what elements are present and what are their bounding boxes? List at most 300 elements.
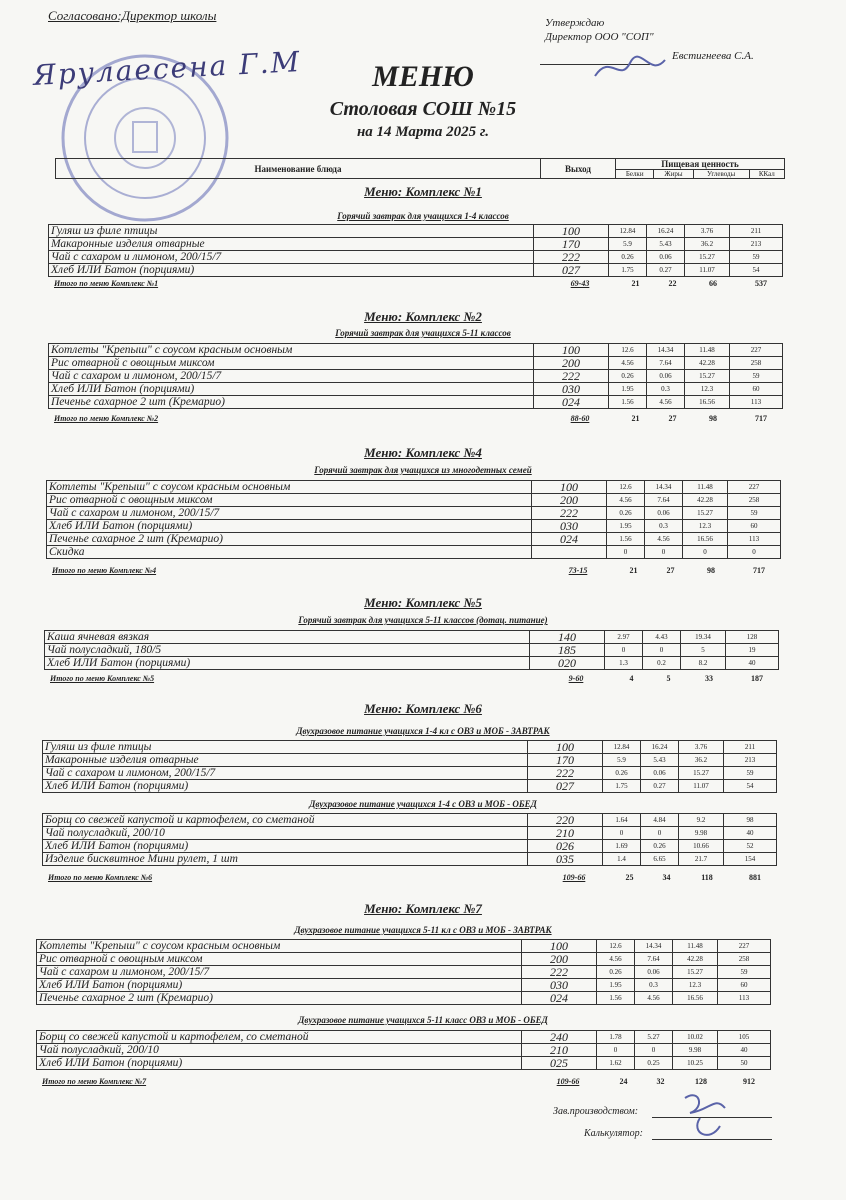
table-row <box>43 780 777 793</box>
dish-proteins: 5.9 <box>603 754 641 767</box>
total-row <box>52 278 787 289</box>
dish-yield: 220 <box>528 814 603 827</box>
dish-name: Макаронные изделия отварные <box>49 238 534 251</box>
total-table <box>40 1076 775 1087</box>
dish-fats: 0.27 <box>647 264 685 277</box>
dish-yield: 222 <box>534 251 609 264</box>
dish-kcal: 211 <box>730 225 783 238</box>
table-row <box>45 644 779 657</box>
dish-yield: 026 <box>528 840 603 853</box>
dish-proteins: 1.56 <box>607 533 645 546</box>
total-kcal: 187 <box>751 674 763 683</box>
dish-fats: 0.06 <box>635 966 673 979</box>
table-row <box>43 840 777 853</box>
dish-fats: 0.2 <box>643 657 681 670</box>
dish-kcal: 258 <box>728 494 781 507</box>
total-row <box>46 872 781 883</box>
dish-proteins: 1.56 <box>609 396 647 409</box>
dish-fats: 5.27 <box>635 1031 673 1044</box>
dish-yield: 030 <box>532 520 607 533</box>
dish-yield: 030 <box>534 383 609 396</box>
dish-name: Котлеты "Крепыш" с соусом красным основным <box>49 344 534 357</box>
dish-fats: 0.26 <box>641 840 679 853</box>
dish-name: Чай с сахаром и лимоном, 200/15/7 <box>49 370 534 383</box>
dish-carbs: 11.48 <box>683 481 728 494</box>
total-kcal: 537 <box>755 279 767 288</box>
dish-name: Чай с сахаром и лимоном, 200/15/7 <box>43 767 528 780</box>
dish-name: Скидка <box>47 546 532 559</box>
group-subtitle: Горячий завтрак для учащихся из многодетных семей <box>314 465 532 475</box>
dish-kcal: 227 <box>728 481 781 494</box>
dish-yield: 100 <box>534 344 609 357</box>
complex-title: Меню: Комплекс №2 <box>364 309 482 324</box>
dish-yield <box>532 546 607 559</box>
total-table <box>48 673 783 684</box>
dish-table <box>36 1030 771 1070</box>
total-yield: 109-66 <box>562 873 586 882</box>
dish-kcal: 258 <box>730 357 783 370</box>
dish-kcal: 227 <box>730 344 783 357</box>
dish-name: Хлеб ИЛИ Батон (порциями) <box>43 840 528 853</box>
dish-carbs: 15.27 <box>685 251 730 264</box>
col-kcal: ККал <box>749 170 784 179</box>
dish-fats: 7.64 <box>635 953 673 966</box>
dish-yield: 240 <box>522 1031 597 1044</box>
table-row <box>49 238 783 251</box>
group-subtitle: Горячий завтрак для учащихся 1-4 классов <box>337 211 509 221</box>
dish-proteins: 4.56 <box>607 494 645 507</box>
dish-kcal: 113 <box>728 533 781 546</box>
dish-kcal: 54 <box>724 780 777 793</box>
total-fats: 34 <box>662 873 671 882</box>
dish-proteins: 1.75 <box>609 264 647 277</box>
table-row <box>37 966 771 979</box>
menu-date: на 14 Марта 2025 г. <box>356 124 489 140</box>
production-head-signature <box>680 1088 740 1144</box>
dish-carbs: 0 <box>683 546 728 559</box>
dish-carbs: 3.76 <box>679 741 724 754</box>
table-row <box>49 225 783 238</box>
table-row <box>47 494 781 507</box>
dish-fats: 0.3 <box>647 383 685 396</box>
dish-proteins: 1.69 <box>603 840 641 853</box>
dish-carbs: 12.3 <box>683 520 728 533</box>
col-proteins: Белки <box>616 170 654 179</box>
table-row <box>49 396 783 409</box>
dish-name: Хлеб ИЛИ Батон (порциями) <box>45 657 530 670</box>
dish-yield: 200 <box>534 357 609 370</box>
complex-title: Меню: Комплекс №5 <box>364 595 482 610</box>
total-fats: 5 <box>666 674 671 683</box>
dish-name: Рис отварной с овощным миксом <box>37 953 522 966</box>
dish-name: Котлеты "Крепыш" с соусом красным основным <box>37 940 522 953</box>
dish-name: Чай с сахаром и лимоном, 200/15/7 <box>49 251 534 264</box>
total-table <box>50 565 785 576</box>
dish-proteins: 0 <box>597 1044 635 1057</box>
dish-name: Котлеты "Крепыш" с соусом красным основным <box>47 481 532 494</box>
dish-fats: 6.65 <box>641 853 679 866</box>
dish-kcal: 59 <box>718 966 771 979</box>
dish-carbs: 42.28 <box>685 357 730 370</box>
dish-kcal: 211 <box>724 741 777 754</box>
dish-fats: 7.64 <box>647 357 685 370</box>
total-carbs: 98 <box>709 414 717 423</box>
total-label: Итого по меню Комплекс №5 <box>50 674 155 683</box>
dish-carbs: 10.02 <box>673 1031 718 1044</box>
dish-fats: 0 <box>635 1044 673 1057</box>
table-row <box>45 657 779 670</box>
col-carbs: Углеводы <box>693 170 749 179</box>
dish-table <box>48 224 783 277</box>
total-carbs: 33 <box>705 674 713 683</box>
dish-yield: 222 <box>534 370 609 383</box>
production-head-label: Зав.производством: <box>553 1106 639 1117</box>
dish-table <box>44 630 779 670</box>
dish-yield: 170 <box>534 238 609 251</box>
dish-fats: 0.06 <box>647 251 685 264</box>
dish-yield: 024 <box>532 533 607 546</box>
dish-yield: 200 <box>522 953 597 966</box>
group-subtitle: Горячий завтрак для учащихся 5-11 классов (дотац. питание) <box>298 615 548 625</box>
dish-kcal: 213 <box>730 238 783 251</box>
dish-proteins: 0.26 <box>609 251 647 264</box>
group-subtitle: Горячий завтрак для учащихся 5-11 классов <box>335 328 511 338</box>
complex-title: Меню: Комплекс №4 <box>364 445 482 460</box>
dish-kcal: 113 <box>718 992 771 1005</box>
total-yield: 69-43 <box>570 279 590 288</box>
total-carbs: 98 <box>707 566 715 575</box>
column-header <box>55 158 785 179</box>
total-label: Итого по меню Комплекс №1 <box>54 279 159 288</box>
dish-carbs: 9.98 <box>673 1044 718 1057</box>
table-row <box>49 344 783 357</box>
dish-kcal: 40 <box>718 1044 771 1057</box>
table-row <box>43 741 777 754</box>
dish-carbs: 21.7 <box>679 853 724 866</box>
dish-carbs: 12.3 <box>673 979 718 992</box>
dish-name: Чай полусладкий, 180/5 <box>45 644 530 657</box>
total-label: Итого по меню Комплекс №2 <box>54 414 159 423</box>
dish-kcal: 113 <box>730 396 783 409</box>
dish-carbs: 36.2 <box>679 754 724 767</box>
dish-kcal: 213 <box>724 754 777 767</box>
total-label: Итого по меню Комплекс №7 <box>42 1077 147 1086</box>
table-row <box>37 1044 771 1057</box>
table-row <box>37 1057 771 1070</box>
total-row <box>48 673 783 684</box>
dish-fats: 4.56 <box>645 533 683 546</box>
calculator-label: Калькулятор: <box>584 1128 643 1139</box>
total-yield: 73-15 <box>568 566 588 575</box>
dish-kcal: 0 <box>728 546 781 559</box>
dish-yield: 025 <box>522 1057 597 1070</box>
table-row <box>43 827 777 840</box>
total-kcal: 912 <box>743 1077 755 1086</box>
col-name: Наименование блюда <box>56 159 541 179</box>
table-row <box>43 754 777 767</box>
dish-yield: 210 <box>522 1044 597 1057</box>
total-proteins: 4 <box>629 674 634 683</box>
dish-name: Гуляш из филе птицы <box>49 225 534 238</box>
col-nutrition: Пищевая ценность <box>616 159 785 170</box>
dish-kcal: 40 <box>724 827 777 840</box>
dish-fats: 7.64 <box>645 494 683 507</box>
dish-proteins: 12.84 <box>609 225 647 238</box>
dish-carbs: 8.2 <box>681 657 726 670</box>
dish-fats: 16.24 <box>641 741 679 754</box>
dish-proteins: 0.26 <box>609 370 647 383</box>
dish-proteins: 5.9 <box>609 238 647 251</box>
dish-fats: 0.25 <box>635 1057 673 1070</box>
left-signature: Ярулаесена Г.М <box>32 45 302 92</box>
dish-kcal: 60 <box>728 520 781 533</box>
approve-label: Утверждаю <box>545 17 605 29</box>
total-kcal: 881 <box>749 873 761 882</box>
total-kcal: 717 <box>753 566 765 575</box>
total-carbs: 118 <box>701 873 713 882</box>
dish-yield: 100 <box>534 225 609 238</box>
total-label: Итого по меню Комплекс №6 <box>48 873 153 882</box>
dish-fats: 5.43 <box>647 238 685 251</box>
dish-carbs: 10.25 <box>673 1057 718 1070</box>
dish-name: Каша ячневая вязкая <box>45 631 530 644</box>
group-subtitle: Двухразовое питание учащихся 1-4 с ОВЗ и МОБ - ОБЕД <box>309 799 537 809</box>
dish-carbs: 15.27 <box>673 966 718 979</box>
dish-fats: 0.06 <box>641 767 679 780</box>
dish-carbs: 11.48 <box>685 344 730 357</box>
canteen-title: Столовая СОШ №15 <box>329 98 517 120</box>
total-table <box>52 278 787 289</box>
dish-yield: 185 <box>530 644 605 657</box>
table-row <box>37 1031 771 1044</box>
dish-table <box>48 343 783 409</box>
dish-fats: 14.34 <box>635 940 673 953</box>
group-subtitle: Двухразовое питание учащихся 1-4 кл с ОВЗ и МОБ - ЗАВТРАК <box>296 726 550 736</box>
dish-carbs: 11.07 <box>679 780 724 793</box>
dish-kcal: 40 <box>726 657 779 670</box>
dish-carbs: 36.2 <box>685 238 730 251</box>
dish-fats: 14.34 <box>647 344 685 357</box>
dish-yield: 140 <box>530 631 605 644</box>
dish-table <box>36 939 771 1005</box>
dish-yield: 024 <box>534 396 609 409</box>
dish-yield: 100 <box>522 940 597 953</box>
dish-proteins: 1.4 <box>603 853 641 866</box>
group-subtitle: Двухразовое питание учащихся 5-11 класс ОВЗ и МОБ - ОБЕД <box>298 1015 548 1025</box>
dish-fats: 0.27 <box>641 780 679 793</box>
dish-proteins: 1.78 <box>597 1031 635 1044</box>
dish-table <box>46 480 781 559</box>
dish-yield: 222 <box>532 507 607 520</box>
table-row <box>43 814 777 827</box>
total-fats: 22 <box>668 279 677 288</box>
dish-table <box>42 740 777 793</box>
dish-kcal: 59 <box>730 370 783 383</box>
dish-proteins: 1.62 <box>597 1057 635 1070</box>
dish-name: Борщ со свежей капустой и картофелем, со сметаной <box>43 814 528 827</box>
table-row <box>47 546 781 559</box>
dish-proteins: 1.56 <box>597 992 635 1005</box>
total-proteins: 25 <box>625 873 634 882</box>
approver-name: Евстигнеева С.А. <box>672 50 754 62</box>
total-proteins: 24 <box>619 1077 628 1086</box>
dish-yield: 027 <box>528 780 603 793</box>
dish-kcal: 52 <box>724 840 777 853</box>
agreed-label: Согласовано:Директор школы <box>48 8 217 23</box>
table-row <box>49 357 783 370</box>
dish-proteins: 12.6 <box>597 940 635 953</box>
dish-name: Чай полусладкий, 200/10 <box>43 827 528 840</box>
dish-proteins: 1.95 <box>597 979 635 992</box>
dish-yield: 200 <box>532 494 607 507</box>
dish-proteins: 0 <box>603 827 641 840</box>
dish-carbs: 15.27 <box>679 767 724 780</box>
dish-name: Хлеб ИЛИ Батон (порциями) <box>47 520 532 533</box>
dish-yield: 222 <box>528 767 603 780</box>
total-table <box>52 413 787 424</box>
dish-kcal: 59 <box>724 767 777 780</box>
dish-carbs: 12.3 <box>685 383 730 396</box>
dish-yield: 020 <box>530 657 605 670</box>
dish-name: Борщ со свежей капустой и картофелем, со сметаной <box>37 1031 522 1044</box>
complex-title: Меню: Комплекс №6 <box>364 701 482 716</box>
table-row <box>47 481 781 494</box>
dish-proteins: 1.75 <box>603 780 641 793</box>
dish-carbs: 9.98 <box>679 827 724 840</box>
table-row <box>47 507 781 520</box>
dish-proteins: 1.3 <box>605 657 643 670</box>
total-carbs: 66 <box>709 279 717 288</box>
dish-kcal: 59 <box>728 507 781 520</box>
dish-name: Печенье сахарное 2 шт (Кремарио) <box>47 533 532 546</box>
dish-proteins: 1.95 <box>607 520 645 533</box>
dish-kcal: 128 <box>726 631 779 644</box>
dish-fats: 0.06 <box>645 507 683 520</box>
dish-kcal: 154 <box>724 853 777 866</box>
dish-carbs: 16.56 <box>673 992 718 1005</box>
dish-carbs: 16.56 <box>685 396 730 409</box>
dish-fats: 4.43 <box>643 631 681 644</box>
dish-yield: 100 <box>532 481 607 494</box>
dish-kcal: 98 <box>724 814 777 827</box>
dish-yield: 210 <box>528 827 603 840</box>
total-label: Итого по меню Комплекс №4 <box>52 566 157 575</box>
dish-fats: 4.84 <box>641 814 679 827</box>
dish-proteins: 4.56 <box>609 357 647 370</box>
dish-name: Хлеб ИЛИ Батон (порциями) <box>43 780 528 793</box>
dish-proteins: 4.56 <box>597 953 635 966</box>
dish-fats: 0.06 <box>647 370 685 383</box>
dish-name: Печенье сахарное 2 шт (Кремарио) <box>37 992 522 1005</box>
dish-carbs: 42.28 <box>673 953 718 966</box>
dish-name: Хлеб ИЛИ Батон (порциями) <box>49 383 534 396</box>
dish-fats: 0 <box>643 644 681 657</box>
dish-proteins: 1.95 <box>609 383 647 396</box>
table-row <box>47 533 781 546</box>
table-row <box>49 264 783 277</box>
dish-kcal: 105 <box>718 1031 771 1044</box>
total-yield: 88-60 <box>570 414 590 423</box>
page-title: МЕНЮ <box>372 60 474 93</box>
dish-name: Хлеб ИЛИ Батон (порциями) <box>37 1057 522 1070</box>
dish-proteins: 0.26 <box>597 966 635 979</box>
complex-title: Меню: Комплекс №1 <box>364 184 482 199</box>
total-yield: 109-66 <box>556 1077 580 1086</box>
total-row <box>40 1076 775 1087</box>
total-table <box>46 872 781 883</box>
dish-fats: 4.56 <box>647 396 685 409</box>
dish-name: Чай с сахаром и лимоном, 200/15/7 <box>47 507 532 520</box>
dish-kcal: 59 <box>730 251 783 264</box>
dish-carbs: 9.2 <box>679 814 724 827</box>
dish-kcal: 60 <box>718 979 771 992</box>
dish-proteins: 1.64 <box>603 814 641 827</box>
dish-proteins: 12.84 <box>603 741 641 754</box>
dish-carbs: 15.27 <box>685 370 730 383</box>
dish-name: Хлеб ИЛИ Батон (порциями) <box>49 264 534 277</box>
dish-proteins: 0.26 <box>607 507 645 520</box>
dish-carbs: 16.56 <box>683 533 728 546</box>
dish-carbs: 19.34 <box>681 631 726 644</box>
table-row <box>49 383 783 396</box>
total-proteins: 21 <box>631 414 640 423</box>
dish-fats: 14.34 <box>645 481 683 494</box>
table-row <box>37 979 771 992</box>
dish-name: Хлеб ИЛИ Батон (порциями) <box>37 979 522 992</box>
total-row <box>50 565 785 576</box>
dish-kcal: 60 <box>730 383 783 396</box>
dish-name: Рис отварной с овощным миксом <box>49 357 534 370</box>
dish-proteins: 2.97 <box>605 631 643 644</box>
dish-yield: 024 <box>522 992 597 1005</box>
table-row <box>37 953 771 966</box>
dish-fats: 4.56 <box>635 992 673 1005</box>
dish-table <box>42 813 777 866</box>
dish-proteins: 0 <box>605 644 643 657</box>
dish-carbs: 11.48 <box>673 940 718 953</box>
dish-fats: 16.24 <box>647 225 685 238</box>
dish-kcal: 50 <box>718 1057 771 1070</box>
dish-proteins: 12.6 <box>607 481 645 494</box>
dish-name: Изделие бисквитное Мини рулет, 1 шт <box>43 853 528 866</box>
dish-carbs: 11.07 <box>685 264 730 277</box>
dish-name: Гуляш из филе птицы <box>43 741 528 754</box>
dish-carbs: 5 <box>681 644 726 657</box>
dish-kcal: 19 <box>726 644 779 657</box>
dish-kcal: 227 <box>718 940 771 953</box>
dish-carbs: 42.28 <box>683 494 728 507</box>
dish-yield: 100 <box>528 741 603 754</box>
dish-name: Чай с сахаром и лимоном, 200/15/7 <box>37 966 522 979</box>
col-fats: Жиры <box>654 170 693 179</box>
dish-kcal: 258 <box>718 953 771 966</box>
table-row <box>45 631 779 644</box>
dish-yield: 035 <box>528 853 603 866</box>
total-fats: 27 <box>668 414 677 423</box>
total-fats: 27 <box>666 566 675 575</box>
complex-title: Меню: Комплекс №7 <box>364 901 482 916</box>
col-yield: Выход <box>541 159 616 179</box>
table-row <box>37 992 771 1005</box>
dish-fats: 0 <box>645 546 683 559</box>
dish-fats: 0 <box>641 827 679 840</box>
table-row <box>47 520 781 533</box>
approval-block <box>545 16 654 44</box>
dish-yield: 170 <box>528 754 603 767</box>
dish-name: Печенье сахарное 2 шт (Кремарио) <box>49 396 534 409</box>
dish-carbs: 15.27 <box>683 507 728 520</box>
dish-proteins: 0 <box>607 546 645 559</box>
